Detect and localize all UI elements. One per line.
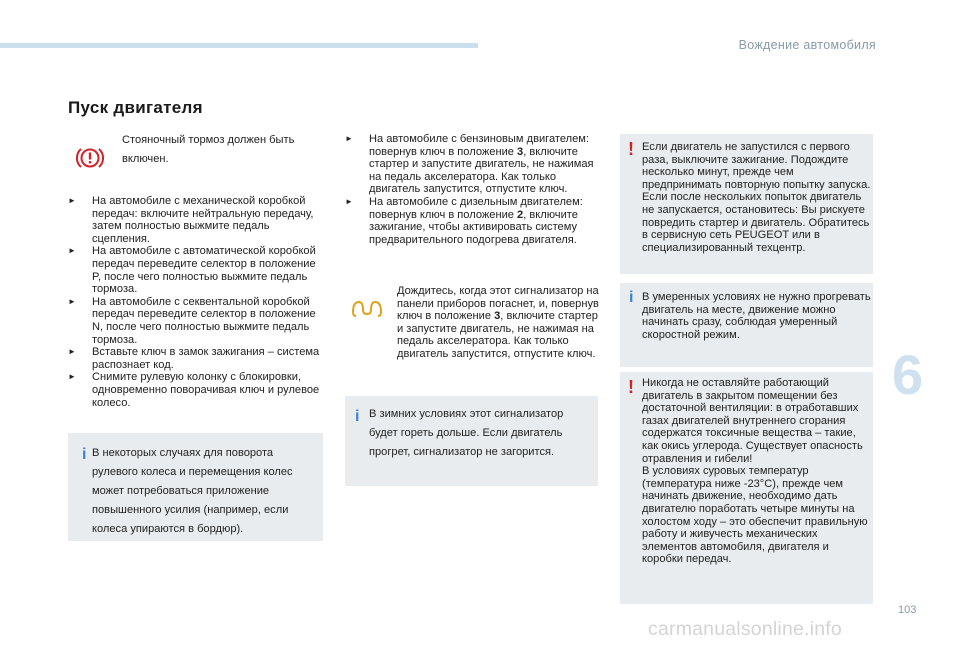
watermark: carmanualsonline.info [648, 618, 842, 640]
info-text: В зимних условиях этот сигнализатор будет гореть дольше. Если двигатель прогрет, сигнализатор не загорится. [369, 408, 564, 458]
glow-plug-instructions: Дождитесь, когда этот сигнализатор на панели приборов погаснет, и, повернув ключ в положение 3, включите стартер и запустите двигатель, не нажимая на педаль акселератора. Как только двигатель запустится, отпустите ключ. [397, 285, 599, 360]
bullet-icon: ► [345, 196, 353, 206]
info-box-winter [345, 396, 598, 486]
parking-brake-note: Стояночный тормоз должен быть включен. [122, 134, 295, 165]
info-icon: i [355, 408, 360, 425]
header-accent-bar [0, 43, 478, 48]
info-icon: i [82, 446, 87, 463]
warning-text: Никогда не оставляйте работающий двигатель в закрытом помещении без достаточной вентиляции: в отработавших газах двигателей внутреннего сгорания содержатся токсичные вещества – такие, как окись углерода. Существует опасность отравления и гибели! В условиях суровых температур (температура ниже -23°C), прежде чем начинать движение, необходимо дать двигателю поработать четыре минуты на холостом ходу – это обеспечит правильную работу и живучесть механических элементов автомобиля, двигателя и коробки передач. [642, 377, 868, 566]
chapter-number: 6 [892, 343, 924, 406]
page-title: Пуск двигателя [68, 98, 203, 117]
warning-icon: ! [628, 139, 634, 159]
list-item: ► На автомобиле с бензиновым двигателем: повернув ключ в положение 3, включите стартер и запустите двигатель, не нажимая на педаль акселератора. Как только двигатель запустится, отпустите ключ. [345, 133, 594, 196]
bullet-icon: ► [68, 347, 76, 357]
warning-text: Если двигатель не запустился с первого раза, выключите зажигание. Подождите несколько минут, прежде чем предпринимать повторную попытку запуска. Если после нескольких попыток двигатель не запускается, остановитесь: Вы рискуете повредить стартер и двигатель. Обратитесь в сервисную сеть PEUGEOT или в специализированный техцентр. [642, 141, 871, 254]
parking-brake-warning-icon [76, 144, 104, 172]
section-title: Вождение автомобиля [738, 38, 876, 52]
warning-box-ventilation [620, 372, 873, 604]
list-item: ► На автомобиле с дизельным двигателем: повернув ключ в положение 2, включите зажигание, чтобы активировать систему предварительного подогрева двигателя. [345, 195, 583, 246]
list-item: ► На автомобиле с секвентальной коробкой передач переведите селектор в положение N, после чего полностью выжмите педаль тормоза. [68, 295, 316, 346]
warning-box-restart [620, 134, 873, 274]
info-icon: i [629, 289, 634, 306]
bullet-icon: ► [68, 372, 76, 382]
info-text: В умеренных условиях не нужно прогревать двигатель на месте, движение можно начинать сразу, соблюдая умеренный скоростной режим. [642, 291, 871, 341]
bullet-icon: ► [68, 296, 76, 306]
left-instructions [68, 195, 326, 409]
preheating-glow-plug-icon [350, 296, 384, 320]
bullet-icon: ► [68, 196, 76, 205]
info-box-warmup [620, 283, 873, 367]
bullet-icon: ► [68, 246, 76, 256]
page-number: 103 [898, 604, 917, 616]
bullet-icon: ► [345, 134, 353, 143]
list-item: ► На автомобиле с механической коробкой передач: включите нейтральную передачу, затем полностью выжмите педаль сцепления. [68, 195, 314, 245]
engine-type-instructions [345, 133, 600, 246]
list-item: ► Вставьте ключ в замок зажигания – система распознает код. [68, 346, 320, 371]
list-item: ► Снимите рулевую колонку с блокировки, одновременно поворачивая ключ и рулевое колесо. [68, 371, 320, 409]
list-item: ► На автомобиле с автоматической коробкой передач переведите селектор в положение P, после чего полностью выжмите педаль тормоза. [68, 245, 316, 296]
warning-icon: ! [628, 377, 634, 397]
info-text: В некоторых случаях для поворота рулевого колеса и перемещения колес может потребоваться приложение повышенного усилия (например, если колеса упираются в бордюр). [92, 447, 293, 535]
info-box-steering [68, 433, 323, 541]
